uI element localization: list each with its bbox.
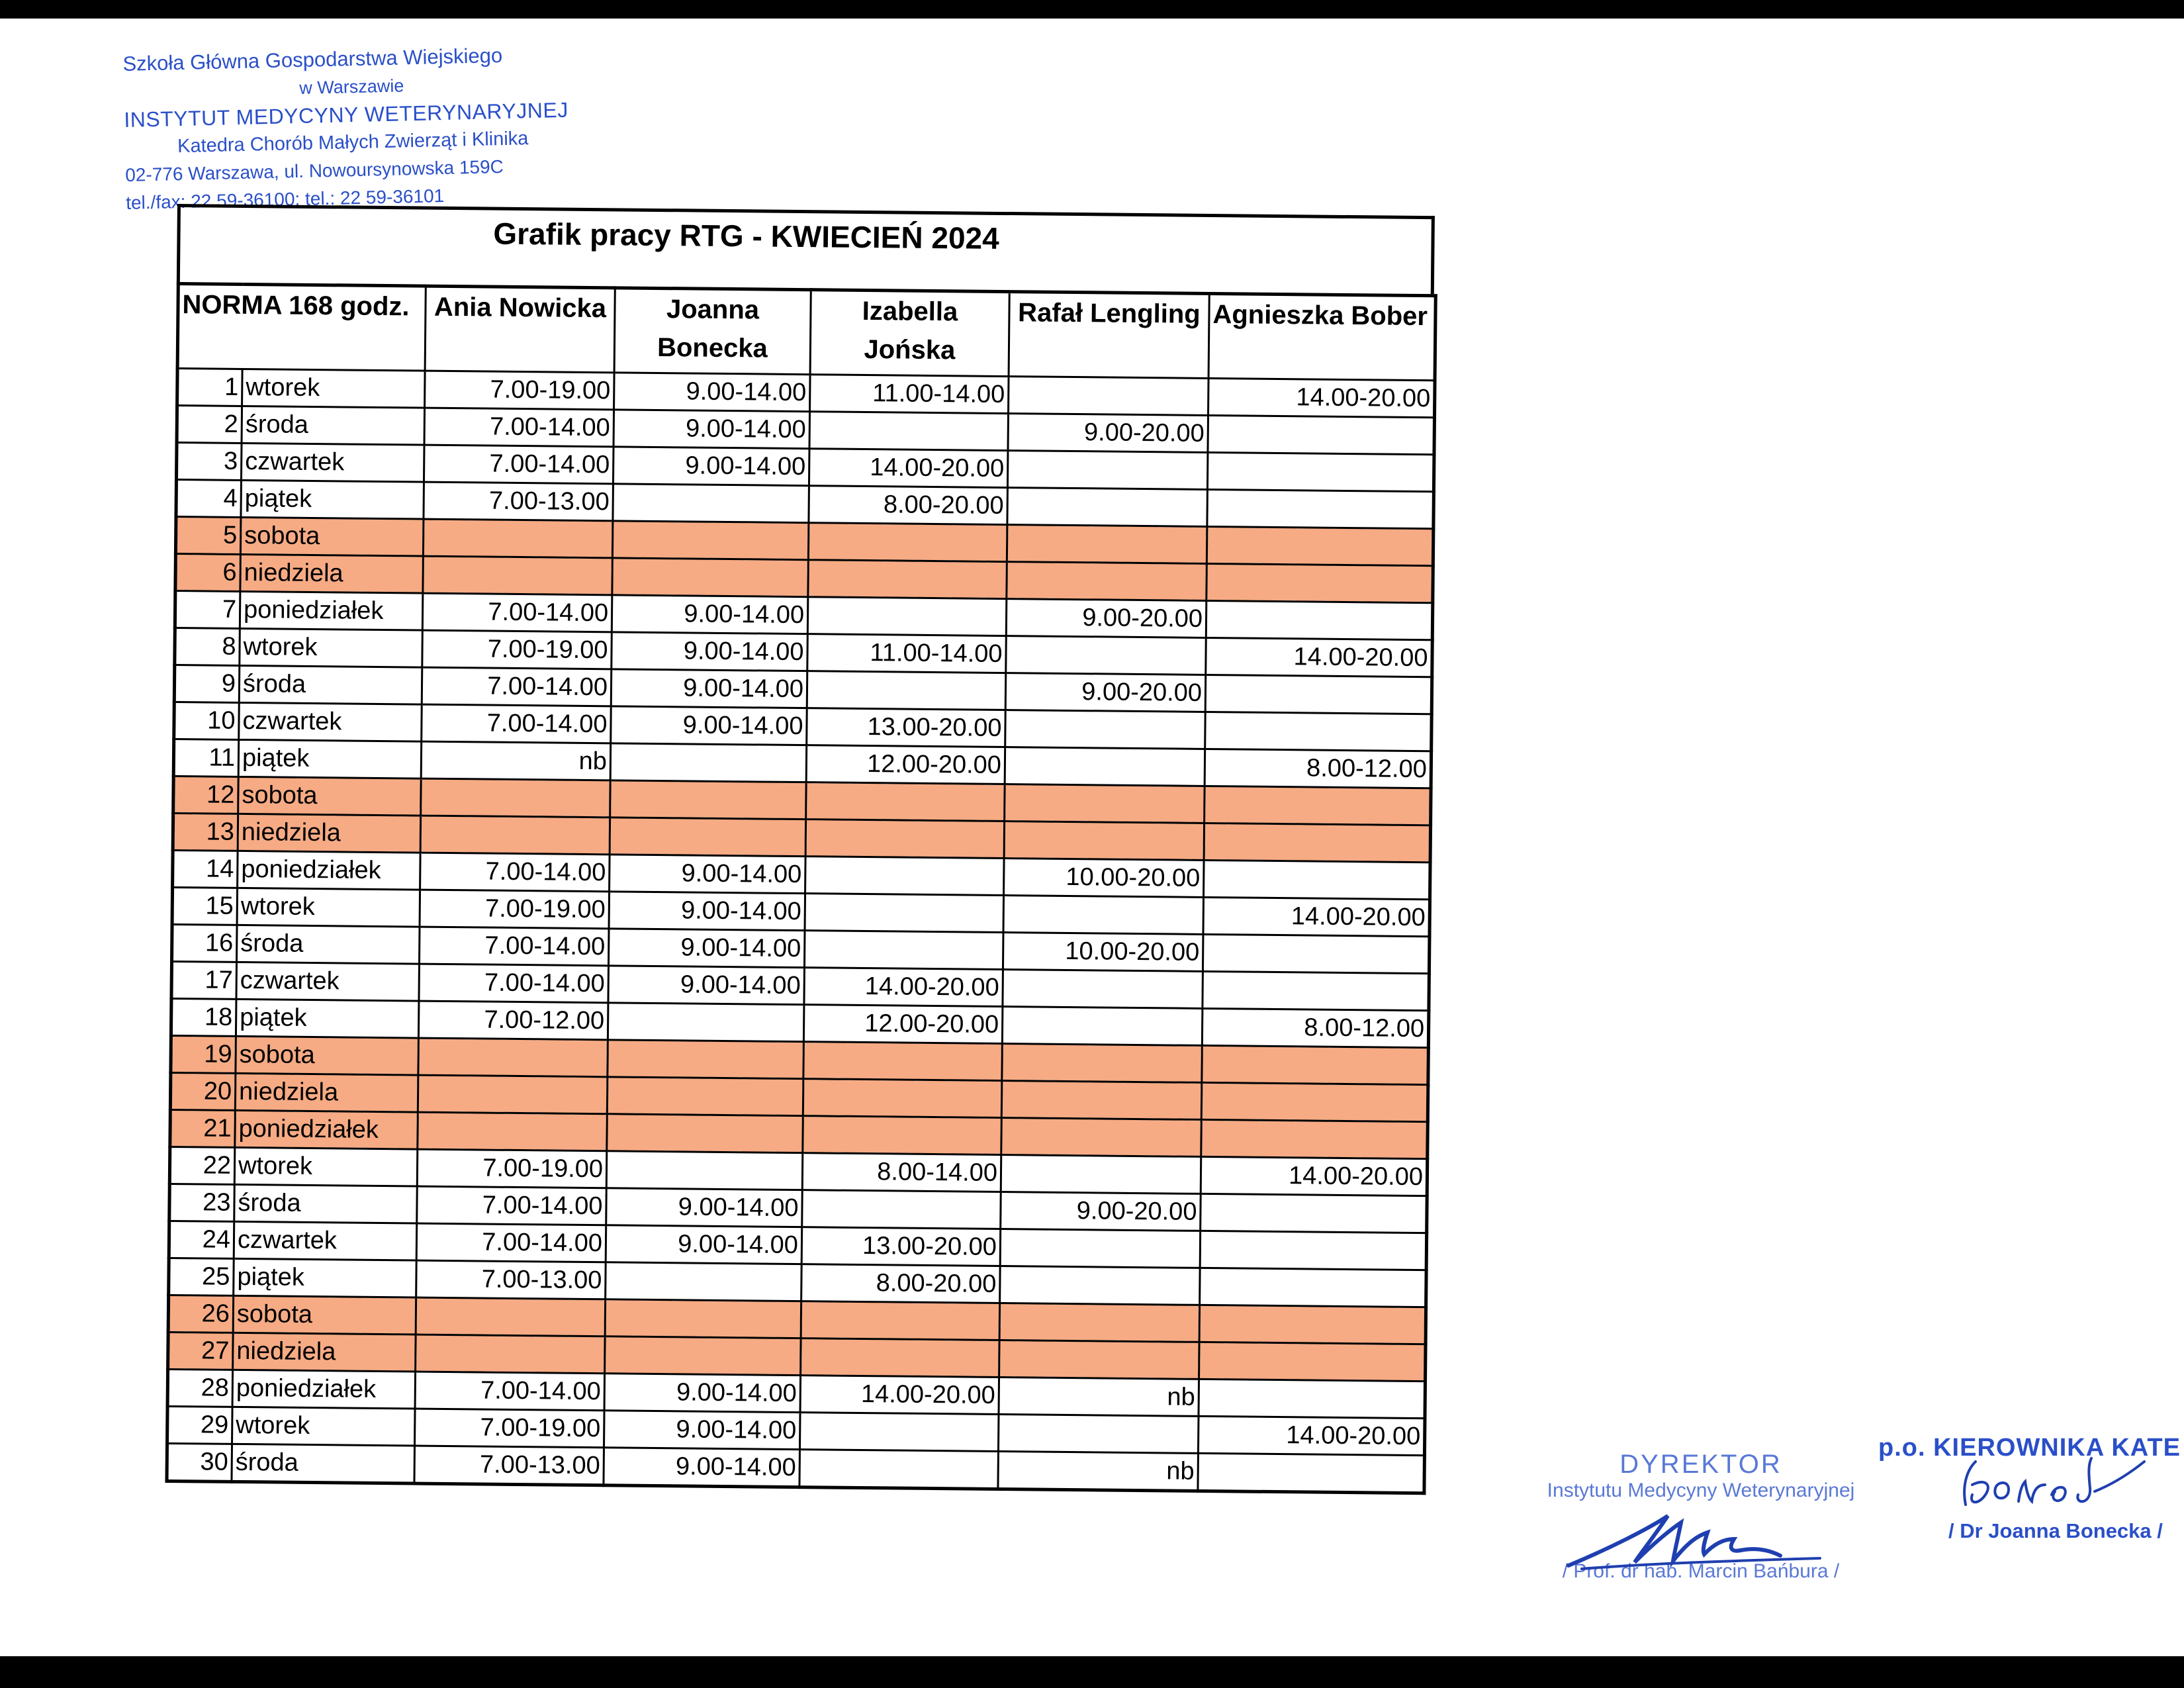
shift-cell-agnieszka	[1201, 1194, 1428, 1233]
shift-cell-izabella: 14.00-20.00	[809, 449, 1008, 488]
stamp-line-city: w Warszawie	[299, 75, 404, 98]
shift-cell-rafal: 9.00-20.00	[1008, 414, 1208, 453]
shift-cell-rafal	[1000, 1229, 1201, 1268]
shift-cell-izabella	[804, 931, 1003, 970]
shift-cell-rafal	[1004, 821, 1205, 861]
weekday-name: piątek	[241, 480, 424, 519]
shift-cell-agnieszka	[1208, 415, 1435, 454]
shift-cell-agnieszka	[1203, 971, 1430, 1010]
shift-cell-ania: 7.00-12.00	[418, 1001, 608, 1040]
shift-cell-rafal	[1007, 488, 1208, 527]
shift-cell-ania: 7.00-14.00	[422, 593, 612, 632]
shift-cell-izabella	[805, 820, 1005, 859]
day-number: 29	[167, 1406, 233, 1444]
shift-cell-izabella	[801, 1338, 1000, 1378]
weekday-name: niedziela	[238, 814, 421, 853]
shift-cell-agnieszka	[1206, 600, 1433, 639]
head-title: p.o. KIEROWNIKA KATE	[1878, 1434, 2181, 1462]
shift-cell-agnieszka	[1202, 1045, 1429, 1084]
shift-cell-ania: 7.00-14.00	[416, 1223, 606, 1262]
day-number: 3	[177, 443, 242, 481]
shift-cell-ania: 7.00-14.00	[420, 853, 610, 892]
shift-cell-agnieszka: 14.00-20.00	[1206, 637, 1433, 677]
head-name: / Dr Joanna Bonecka /	[1948, 1519, 2163, 1542]
scan-border-bottom	[0, 1656, 2184, 1688]
shift-cell-izabella	[799, 1450, 999, 1489]
shift-cell-joanna	[610, 818, 806, 857]
weekday-name: środa	[239, 665, 422, 704]
weekday-name: wtorek	[242, 369, 426, 408]
day-number: 12	[173, 776, 239, 814]
shift-cell-rafal	[1007, 562, 1207, 601]
weekday-name: wtorek	[232, 1407, 416, 1446]
shift-cell-agnieszka	[1206, 563, 1433, 602]
shift-cell-rafal	[1002, 1044, 1203, 1083]
shift-cell-rafal: nb	[999, 1377, 1199, 1416]
shift-cell-izabella	[803, 1042, 1003, 1081]
shift-cell-joanna: 9.00-14.00	[608, 966, 805, 1005]
shift-cell-izabella: 8.00-20.00	[809, 486, 1008, 525]
shift-cell-rafal: 10.00-20.00	[1004, 859, 1205, 898]
header-row	[177, 284, 1435, 381]
shift-cell-izabella	[803, 1079, 1002, 1118]
shift-cell-agnieszka: 8.00-12.00	[1202, 1008, 1429, 1047]
shift-cell-rafal	[999, 1303, 1200, 1342]
shift-cell-joanna: 9.00-14.00	[610, 855, 806, 894]
weekday-name: piątek	[236, 999, 419, 1038]
shift-cell-ania	[418, 1038, 608, 1077]
shift-cell-agnieszka: 14.00-20.00	[1201, 1156, 1428, 1196]
weekday-name: niedziela	[233, 1333, 416, 1372]
header-izabella: Izabella Jońska	[810, 290, 1009, 377]
shift-cell-agnieszka	[1204, 823, 1431, 862]
stamp-line-institute: INSTYTUT MEDYCYNY WETERYNARYJNEJ	[123, 97, 569, 132]
shift-cell-ania	[423, 519, 613, 558]
shift-cell-izabella: 13.00-20.00	[807, 708, 1006, 747]
shift-cell-rafal	[1003, 970, 1203, 1009]
shift-cell-joanna	[608, 1040, 804, 1079]
shift-cell-ania: 7.00-14.00	[417, 1186, 607, 1225]
shift-cell-izabella	[805, 857, 1005, 896]
shift-cell-izabella: 14.00-20.00	[804, 968, 1003, 1007]
weekday-name: sobota	[240, 517, 424, 556]
institution-stamp	[122, 40, 583, 217]
day-number: 11	[173, 739, 239, 776]
day-number: 6	[175, 553, 241, 591]
shift-cell-ania: 7.00-19.00	[415, 1409, 605, 1448]
shift-cell-izabella	[802, 1190, 1001, 1229]
day-number: 26	[168, 1295, 234, 1333]
day-number: 5	[175, 517, 241, 555]
shift-cell-joanna	[607, 1077, 803, 1116]
weekday-name: niedziela	[240, 554, 424, 593]
shift-cell-ania: 7.00-14.00	[422, 704, 612, 743]
weekday-name: poniedziałek	[238, 851, 421, 890]
schedule-sheet	[165, 204, 1434, 1495]
shift-cell-izabella: 12.00-20.00	[806, 745, 1005, 784]
shift-cell-agnieszka	[1205, 786, 1432, 825]
shift-cell-izabella: 8.00-14.00	[802, 1153, 1001, 1192]
shift-cell-joanna: 9.00-14.00	[611, 669, 807, 708]
stamp-line-phone: tel./fax: 22 59-36100; tel.: 22 59-36101	[125, 185, 445, 213]
shift-cell-izabella	[809, 412, 1009, 451]
day-number: 13	[173, 813, 238, 851]
shift-cell-izabella: 12.00-20.00	[803, 1005, 1003, 1044]
shift-cell-rafal	[1005, 784, 1205, 823]
shift-cell-joanna: 9.00-14.00	[606, 1188, 803, 1227]
header-agnieszka: Agnieszka Bober	[1208, 293, 1435, 380]
stamp-line-department: Katedra Chorób Małych Zwierząt i Klinika	[177, 128, 529, 158]
day-number: 20	[170, 1072, 236, 1110]
day-number: 23	[169, 1184, 235, 1221]
scan-border-top	[0, 0, 2184, 19]
shift-cell-joanna	[610, 743, 807, 782]
shift-cell-izabella	[808, 560, 1007, 599]
shift-cell-rafal: 9.00-20.00	[1006, 599, 1206, 638]
weekday-name: środa	[237, 925, 420, 964]
weekday-name: piątek	[234, 1258, 417, 1297]
day-number: 9	[174, 665, 240, 702]
day-number: 28	[167, 1369, 233, 1407]
shift-cell-joanna: 9.00-14.00	[612, 595, 808, 634]
shift-cell-joanna	[612, 521, 809, 560]
head-handwritten-signature	[1946, 1448, 2171, 1521]
director-title: DYREKTOR	[1619, 1450, 1782, 1479]
schedule-table	[165, 282, 1437, 1495]
shift-cell-izabella: 14.00-20.00	[800, 1376, 999, 1415]
shift-cell-ania: 7.00-14.00	[419, 927, 609, 966]
shift-cell-joanna: 9.00-14.00	[614, 410, 810, 449]
stamp-line-university: Szkoła Główna Gospodarstwa Wiejskiego	[122, 43, 503, 75]
shift-cell-ania: 7.00-13.00	[424, 482, 614, 521]
weekday-name: czwartek	[234, 1221, 417, 1260]
weekday-name: środa	[242, 406, 425, 445]
shift-cell-joanna	[606, 1151, 803, 1190]
day-number: 30	[167, 1443, 232, 1481]
header-ania: Ania Nowicka	[425, 286, 615, 373]
shift-cell-agnieszka	[1199, 1305, 1426, 1344]
shift-cell-rafal: 9.00-20.00	[1001, 1192, 1201, 1231]
shift-cell-joanna: 9.00-14.00	[608, 929, 805, 968]
weekday-name: wtorek	[240, 628, 423, 667]
director-name: / Prof. dr hab. Marcin Bańbura /	[1562, 1560, 1840, 1582]
shift-cell-ania: 7.00-19.00	[422, 630, 612, 669]
shift-cell-izabella	[806, 782, 1005, 821]
weekday-name: wtorek	[237, 888, 420, 927]
weekday-name: czwartek	[236, 962, 420, 1001]
director-unit: Instytutu Medycyny Weterynaryjnej	[1547, 1479, 1855, 1501]
shift-cell-agnieszka	[1207, 489, 1434, 528]
shift-cell-rafal	[1005, 747, 1205, 786]
shift-cell-agnieszka	[1201, 1082, 1428, 1121]
shift-cell-ania: 7.00-13.00	[416, 1260, 606, 1299]
shift-cell-ania: 7.00-14.00	[415, 1372, 605, 1411]
shift-cell-joanna: 9.00-14.00	[604, 1411, 800, 1450]
shift-cell-rafal: 10.00-20.00	[1003, 933, 1203, 972]
shift-cell-joanna	[607, 1114, 803, 1153]
stamp-line-address: 02-776 Warszawa, ul. Nowoursynowska 159C	[124, 156, 504, 185]
shift-cell-rafal	[1005, 710, 1206, 749]
shift-cell-ania	[420, 816, 610, 855]
shift-cell-ania: 7.00-19.00	[420, 890, 610, 929]
shift-cell-rafal	[1001, 1081, 1202, 1120]
day-number: 19	[171, 1035, 236, 1073]
shift-cell-rafal	[1003, 896, 1204, 935]
shift-cell-rafal	[998, 1414, 1199, 1453]
day-number: 25	[169, 1258, 234, 1295]
shift-cell-rafal	[1002, 1007, 1203, 1046]
weekday-name: niedziela	[235, 1073, 418, 1112]
shift-cell-izabella	[805, 894, 1004, 933]
shift-cell-joanna: 9.00-14.00	[614, 373, 811, 412]
shift-cell-izabella	[807, 671, 1006, 710]
weekday-name: środa	[234, 1184, 418, 1223]
weekday-name: poniedziałek	[240, 591, 423, 630]
shift-cell-ania: 7.00-19.00	[417, 1149, 607, 1188]
shift-cell-ania	[416, 1335, 606, 1374]
shift-cell-joanna	[608, 1003, 804, 1042]
weekday-name: sobota	[236, 1036, 419, 1075]
shift-cell-joanna: 9.00-14.00	[609, 892, 805, 931]
shift-cell-agnieszka	[1203, 934, 1430, 973]
shift-cell-izabella	[807, 597, 1007, 636]
shift-cell-ania: 7.00-14.00	[422, 667, 612, 706]
day-number: 8	[175, 628, 240, 665]
shift-cell-agnieszka: 14.00-20.00	[1198, 1416, 1425, 1455]
shift-cell-agnieszka: 14.00-20.00	[1203, 897, 1430, 936]
shift-cell-ania: 7.00-14.00	[424, 445, 614, 484]
shift-cell-izabella: 11.00-14.00	[810, 375, 1009, 414]
shift-cell-joanna	[610, 780, 807, 820]
director-handwritten-signature	[1555, 1503, 1833, 1575]
day-number: 24	[169, 1221, 234, 1258]
shift-cell-joanna	[612, 558, 809, 597]
schedule-title-box	[177, 204, 1435, 294]
shift-cell-agnieszka	[1199, 1379, 1426, 1418]
shift-cell-rafal: 9.00-20.00	[1005, 673, 1206, 712]
header-joanna: Joanna Bonecka	[614, 288, 811, 375]
weekday-name: poniedziałek	[232, 1370, 416, 1409]
shift-cell-rafal	[1001, 1155, 1201, 1194]
shift-cell-joanna	[605, 1336, 801, 1376]
shift-cell-agnieszka	[1201, 1119, 1428, 1158]
shift-cell-ania: 7.00-13.00	[414, 1446, 604, 1485]
schedule-title: Grafik pracy RTG - KWIECIEŃ 2024	[493, 216, 999, 256]
day-number: 4	[176, 480, 242, 518]
shift-cell-rafal	[1001, 1118, 1202, 1157]
shift-cell-agnieszka	[1198, 1453, 1425, 1493]
shift-cell-ania	[416, 1297, 606, 1336]
shift-cell-agnieszka	[1205, 712, 1432, 751]
weekday-name: piątek	[238, 739, 422, 778]
shift-cell-agnieszka: 14.00-20.00	[1208, 378, 1435, 417]
day-number: 1	[177, 369, 243, 406]
shift-cell-rafal	[1009, 377, 1209, 416]
shift-cell-agnieszka: 8.00-12.00	[1205, 749, 1432, 788]
weekday-name: poniedziałek	[235, 1110, 418, 1149]
shift-cell-izabella: 8.00-20.00	[801, 1264, 1001, 1303]
shift-cell-izabella	[803, 1116, 1002, 1155]
day-number: 17	[171, 961, 237, 999]
weekday-name: środa	[232, 1444, 415, 1483]
shift-cell-izabella	[801, 1301, 1000, 1340]
shift-cell-rafal	[999, 1340, 1200, 1380]
shift-cell-joanna: 9.00-14.00	[611, 706, 807, 745]
shift-cell-joanna	[613, 484, 809, 523]
shift-cell-rafal	[1006, 636, 1206, 675]
day-number: 27	[168, 1332, 234, 1370]
shift-cell-joanna	[605, 1299, 801, 1338]
shift-cell-ania	[423, 556, 613, 595]
day-number: 2	[177, 406, 242, 444]
shift-cell-joanna: 9.00-14.00	[604, 1374, 801, 1413]
shift-cell-agnieszka	[1200, 1268, 1427, 1307]
shift-cell-rafal	[1007, 525, 1207, 564]
day-number: 21	[170, 1109, 236, 1147]
shift-cell-joanna	[606, 1262, 802, 1301]
header-norma: NORMA 168 godz.	[177, 284, 426, 371]
shift-cell-izabella: 11.00-14.00	[807, 634, 1007, 673]
shift-cell-ania	[418, 1112, 608, 1151]
shift-cell-joanna: 9.00-14.00	[604, 1448, 800, 1487]
shift-cell-ania: nb	[421, 741, 611, 780]
shift-cell-agnieszka	[1200, 1231, 1427, 1270]
shift-cell-izabella: 13.00-20.00	[801, 1227, 1001, 1266]
day-number: 14	[173, 850, 238, 888]
shift-cell-ania: 7.00-19.00	[425, 371, 615, 410]
shift-cell-joanna: 9.00-14.00	[612, 632, 808, 671]
shift-cell-joanna: 9.00-14.00	[606, 1225, 802, 1264]
shift-cell-rafal: nb	[998, 1451, 1199, 1491]
day-number: 10	[174, 702, 240, 739]
shift-cell-agnieszka	[1204, 860, 1431, 899]
shift-cell-ania: 7.00-14.00	[419, 964, 609, 1003]
shift-cell-izabella	[808, 523, 1007, 562]
weekday-name: wtorek	[234, 1147, 418, 1186]
weekday-name: sobota	[233, 1295, 416, 1335]
day-number: 15	[172, 887, 238, 925]
weekday-name: czwartek	[241, 443, 424, 482]
shift-cell-izabella	[799, 1413, 999, 1452]
weekday-name: sobota	[238, 776, 422, 816]
day-number: 7	[175, 590, 240, 628]
day-number: 22	[169, 1147, 235, 1184]
shift-cell-agnieszka	[1206, 526, 1433, 565]
day-number: 18	[171, 998, 236, 1036]
shift-cell-ania	[421, 778, 611, 818]
weekday-name: czwartek	[239, 702, 422, 741]
shift-cell-rafal	[1007, 451, 1208, 490]
day-number: 16	[172, 924, 238, 962]
shift-cell-joanna: 9.00-14.00	[613, 447, 809, 486]
shift-cell-rafal	[1000, 1266, 1201, 1305]
header-rafal: Rafał Lengling	[1009, 292, 1209, 379]
shift-cell-ania	[418, 1075, 608, 1114]
shift-cell-agnieszka	[1205, 675, 1432, 714]
shift-cell-ania: 7.00-14.00	[424, 408, 614, 447]
shift-cell-agnieszka	[1199, 1342, 1426, 1381]
shift-cell-agnieszka	[1207, 452, 1434, 491]
